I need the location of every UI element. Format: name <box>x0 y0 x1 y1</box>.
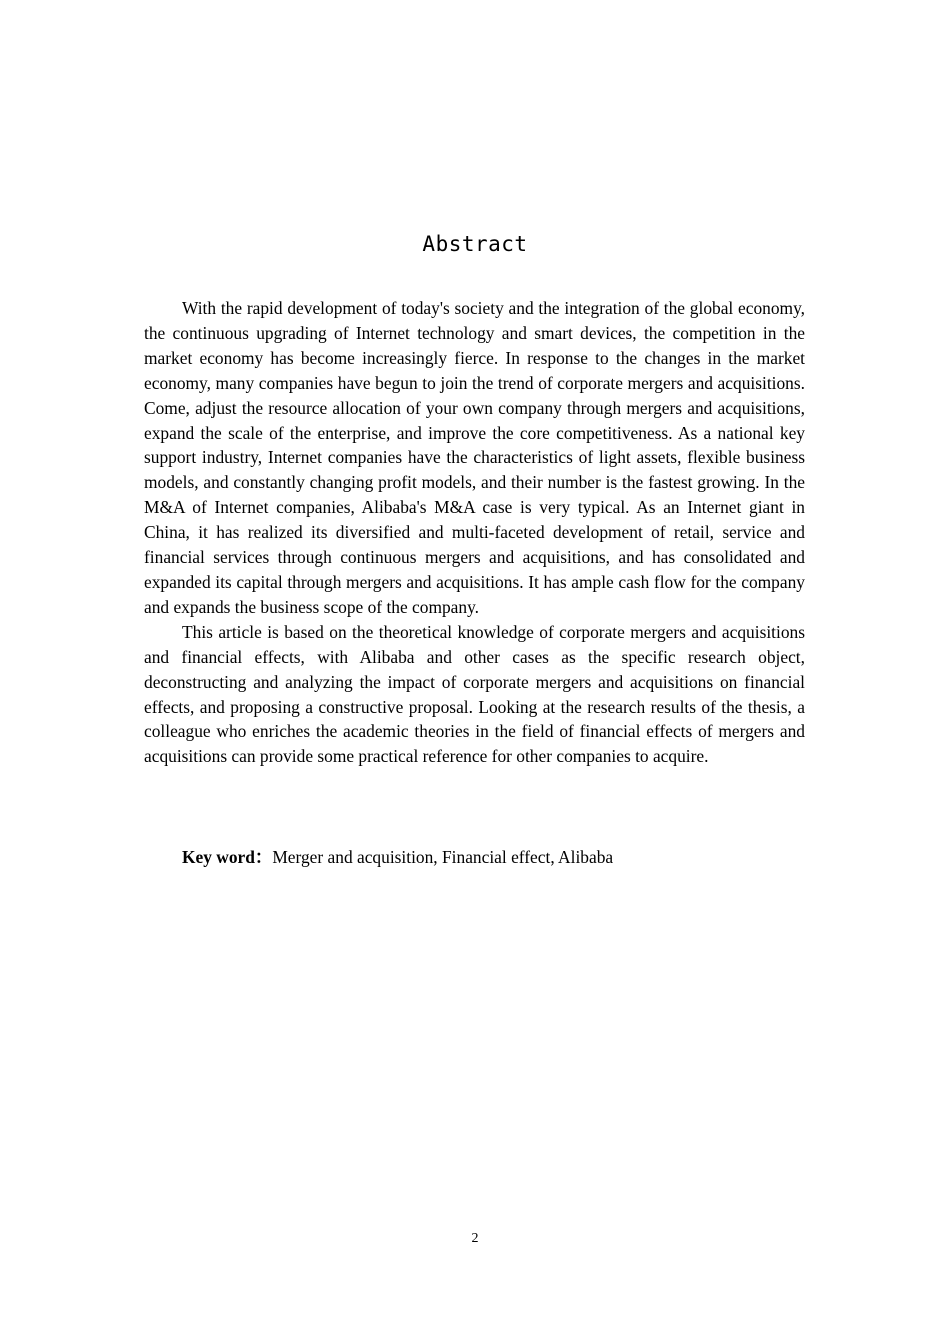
keywords-line <box>182 845 802 870</box>
abstract-body <box>144 296 805 769</box>
keywords-text: Merger and acquisition, Financial effect, Alibaba <box>272 847 614 867</box>
keywords-label: Key word： <box>182 847 273 867</box>
abstract-paragraph-1: With the rapid development of today's society and the integration of the global economy, the continuous upgrading of Internet technology and smart devices, the competition in the market economy has become increasingly fierce. In response to the changes in the market economy, many companies have begun to join the trend of corporate mergers and acquisitions. Come, adjust the resource allocation of your own company through mergers and acquisitions, expand the scale of the enterprise, and improve the core competitiveness. As a national key support industry, Internet companies have the characteristics of light assets, flexible business models, and constantly changing profit models, and their number is the fastest growing. In the M&A of Internet companies, Alibaba's M&A case is very typical. As an Internet giant in China, it has realized its diversified and multi-faceted development of retail, service and financial services through continuous mergers and acquisitions, and has consolidated and expanded its capital through mergers and acquisitions. It has ample cash flow for the company and expands the business scope of the company. <box>144 298 805 617</box>
abstract-title: Abstract <box>422 232 528 256</box>
abstract-paragraph-2: This article is based on the theoretical knowledge of corporate mergers and acquisitions and financial effects, with Alibaba and other cases as the specific research object, deconstructing and analyzing the impact of corporate mergers and acquisitions on financial effects, and proposing a constructive proposal. Looking at the research results of the thesis, a colleague who enriches the academic theories in the field of financial effects of mergers and acquisitions can provide some practical reference for other companies to acquire. <box>144 621 805 767</box>
page-number: 2 <box>471 1231 479 1246</box>
